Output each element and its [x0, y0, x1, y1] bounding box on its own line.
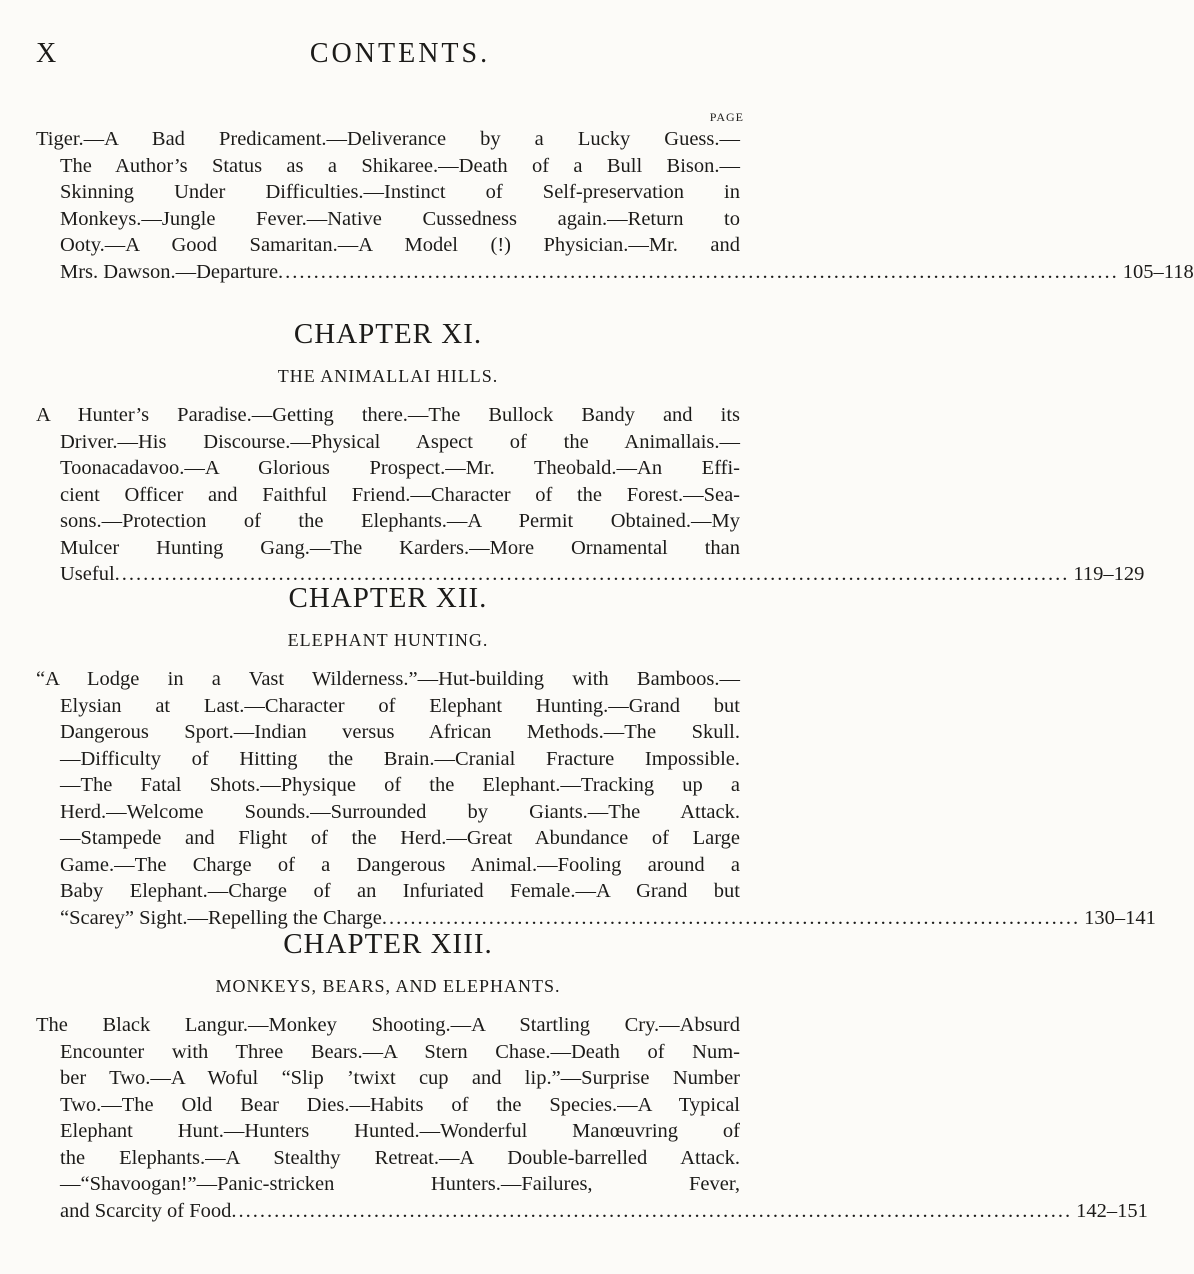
entry-line: Baby Elephant.—Charge of an Infuriated Female.—A Grand but	[60, 880, 740, 902]
entry-line: The Black Langur.—Monkey Shooting.—A Startling Cry.—Absurd	[36, 1014, 740, 1036]
dot-leader: ..................................................................................................	[381, 906, 1081, 929]
page-range: 119–129	[1073, 563, 1145, 585]
chapter-xii	[36, 582, 1156, 931]
entry-line: The Author’s Status as a Shikaree.—Death of a Bull Bison.—	[60, 154, 740, 177]
entry-last-text: “Scarey” Sight.—Repelling the Charge	[60, 906, 382, 929]
entry-line: Ooty.—A Good Samaritan.—A Model (!) Physician.—Mr. and	[60, 234, 740, 256]
chapter-title: CHAPTER XII.	[288, 582, 488, 614]
entry-last-line	[36, 259, 1194, 286]
chapter-title: CHAPTER XI.	[293, 318, 483, 350]
page-range: 142–151	[1076, 1199, 1148, 1222]
entry-line: Game.—The Charge of a Dangerous Animal.—Fooling around a	[60, 853, 740, 876]
entry-line: A Hunter’s Paradise.—Getting there.—The Bullock Bandy and its	[36, 404, 740, 426]
chapter-xiii	[36, 928, 1148, 1224]
entry-line: —Stampede and Flight of the Herd.—Great Abundance of Large	[60, 827, 740, 849]
entry-line: Elephant Hunt.—Hunters Hunted.—Wonderful Manœuvring of	[60, 1120, 740, 1142]
running-head	[36, 38, 764, 78]
chapter-title: CHAPTER XIII.	[283, 928, 493, 960]
entry-line: “A Lodge in a Vast Wilderness.”—Hut-building with Bamboos.—	[36, 668, 740, 690]
entry-line: sons.—Protection of the Elephants.—A Permit Obtained.—My	[60, 510, 740, 532]
chapter-subtitle: MONKEYS, BEARS, AND ELEPHANTS.	[215, 976, 561, 996]
entry-line: Elysian at Last.—Character of Elephant Hunting.—Grand but	[60, 694, 740, 717]
page-range: 130–141	[1084, 906, 1156, 929]
page-column-label: PAGE	[709, 110, 744, 124]
entry-last-line	[36, 1198, 1148, 1225]
entry-line: Two.—The Old Bear Dies.—Habits of the Species.—A Typical	[60, 1093, 740, 1116]
page-title: CONTENTS.	[309, 38, 491, 69]
entry-line: —“Shavoogan!”—Panic-stricken Hunters.—Failures, Fever,	[60, 1173, 740, 1195]
entry-line: —Difficulty of Hitting the Brain.—Cranial Fracture Impossible.	[60, 747, 740, 770]
entry-line: Driver.—His Discourse.—Physical Aspect of the Animallais.—	[60, 430, 740, 453]
entry-line: —The Fatal Shots.—Physique of the Elephant.—Tracking up a	[60, 774, 740, 796]
entry-last-text: Mrs. Dawson.—Departure	[60, 260, 279, 283]
chapter-xi	[36, 318, 1145, 588]
entry-line: Herd.—Welcome Sounds.—Surrounded by Giants.—The Attack.	[60, 800, 740, 823]
entry-line: Encounter with Three Bears.—A Stern Chase.—Death of Num-	[60, 1040, 740, 1063]
entry-line: Skinning Under Difficulties.—Instinct of Self-preservation in	[60, 181, 740, 203]
entry-line: Toonacadavoo.—A Glorious Prospect.—Mr. Theobald.—An Effi-	[60, 457, 740, 479]
entry-last-text: and Scarcity of Food	[60, 1199, 232, 1222]
page-range: 105–118	[1122, 260, 1194, 283]
dot-leader: ......................................................................................................................	[278, 260, 1119, 283]
entry-line: the Elephants.—A Stealthy Retreat.—A Double-barrelled Attack.	[60, 1146, 740, 1169]
entry-line: Tiger.—A Bad Predicament.—Deliverance by a Lucky Guess.—	[36, 128, 740, 150]
entry-last-text: Useful	[60, 563, 115, 585]
chapter-subtitle: ELEPHANT HUNTING.	[287, 630, 489, 650]
dot-leader: ......................................................................................................................	[231, 1199, 1073, 1222]
chapter-subtitle: THE ANIMALLAI HILLS.	[277, 366, 499, 386]
page-number: X	[36, 38, 58, 69]
entry-line: Dangerous Sport.—Indian versus African Methods.—The Skull.	[60, 721, 740, 743]
entry-line: Monkeys.—Jungle Fever.—Native Cussedness again.—Return to	[60, 207, 740, 230]
contents-entry-continued	[36, 126, 1194, 285]
entry-line: cient Officer and Faithful Friend.—Character of the Forest.—Sea-	[60, 483, 740, 506]
dot-leader: ......................................................................................................................................	[114, 563, 1070, 585]
entry-line: Mulcer Hunting Gang.—The Karders.—More Ornamental than	[60, 536, 740, 559]
entry-line: ber Two.—A Woful “Slip ’twixt cup and lip.”—Surprise Number	[60, 1067, 740, 1089]
